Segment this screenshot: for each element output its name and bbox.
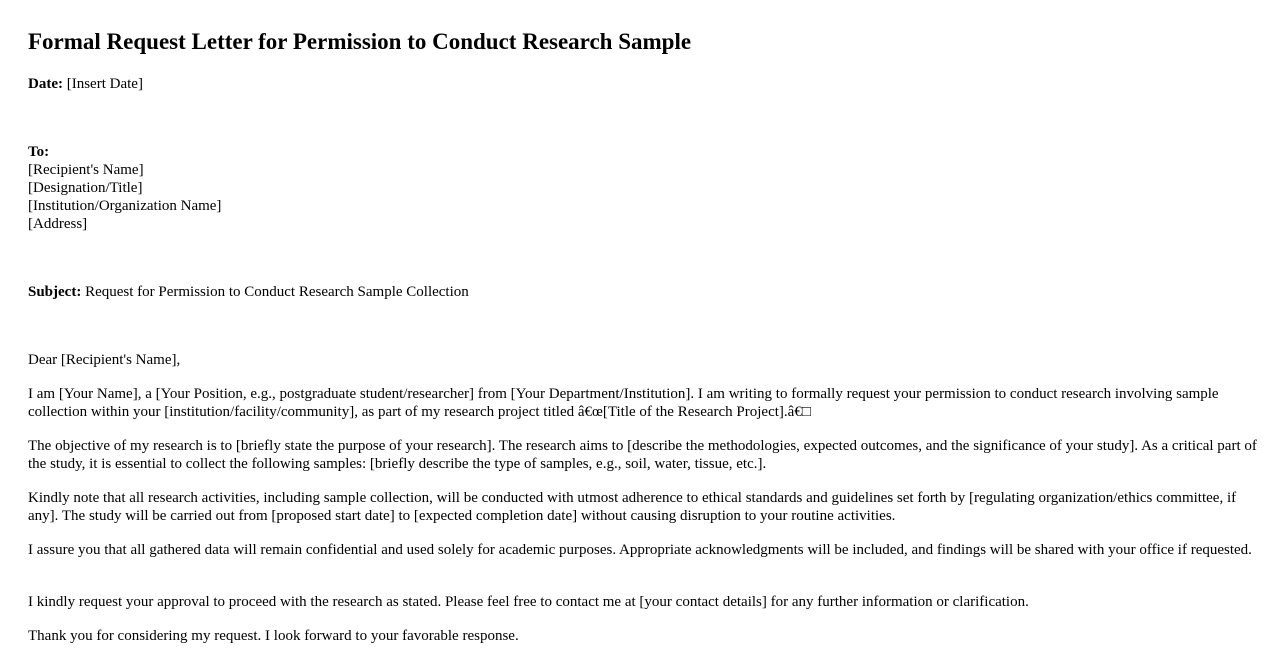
body-paragraph-2: The objective of my research is to [briefly state the purpose of your research]. The research aims to [describe the methodologies, expected outcomes, and the significance of your study]. As a critical part of the study, it is essential to collect the following samples: [briefly describe the type of samples, e.g., soil, water, tissue, etc.]. [28, 438, 1257, 472]
body-paragraph-4: I assure you that all gathered data will remain confidential and used solely for academic purposes. Appropriate acknowledgments will be included, and findings will be shared with your office if requested. [28, 542, 1252, 558]
body-paragraph-3: Kindly note that all research activities, including sample collection, will be conducted with utmost adherence to ethical standards and guidelines set forth by [regulating organization/ethics committee, if any]. The study will be carried out from [proposed start date] to [expected completion date] without causing disruption to your routine activities. [28, 490, 1237, 524]
subject-line [28, 283, 1258, 301]
date-value: [Insert Date] [62, 76, 143, 92]
recipient-block [28, 143, 1258, 233]
subject-value: Request for Permission to Conduct Research Sample Collection [81, 284, 469, 300]
date-line [28, 75, 1258, 93]
recipient-address: [Address] [28, 216, 88, 232]
page-title: Formal Request Letter for Permission to Conduct Research Sample [28, 29, 692, 54]
salutation: Dear [Recipient's Name], [28, 352, 181, 368]
date-label: Date: [28, 76, 63, 92]
subject-label: Subject: [28, 284, 82, 300]
recipient-institution: [Institution/Organization Name] [28, 198, 222, 214]
to-label: To: [28, 144, 50, 160]
body-paragraph-5: I kindly request your approval to proceed with the research as stated. Please feel free to contact me at [your contact details] for any further information or clarification. [28, 594, 1029, 610]
body-paragraph-6: Thank you for considering my request. I look forward to your favorable response. [28, 628, 519, 644]
recipient-name: [Recipient's Name] [28, 162, 144, 178]
body-paragraph-1: I am [Your Name], a [Your Position, e.g., postgraduate student/researcher] from [Your Department/Institution]. I am writing to formally request your permission to conduct research involving sample collection within your [institution/facility/community], as part of my research project titled â€œ[Title of the Research Project].â€□ [28, 386, 1219, 420]
recipient-designation: [Designation/Title] [28, 180, 143, 196]
